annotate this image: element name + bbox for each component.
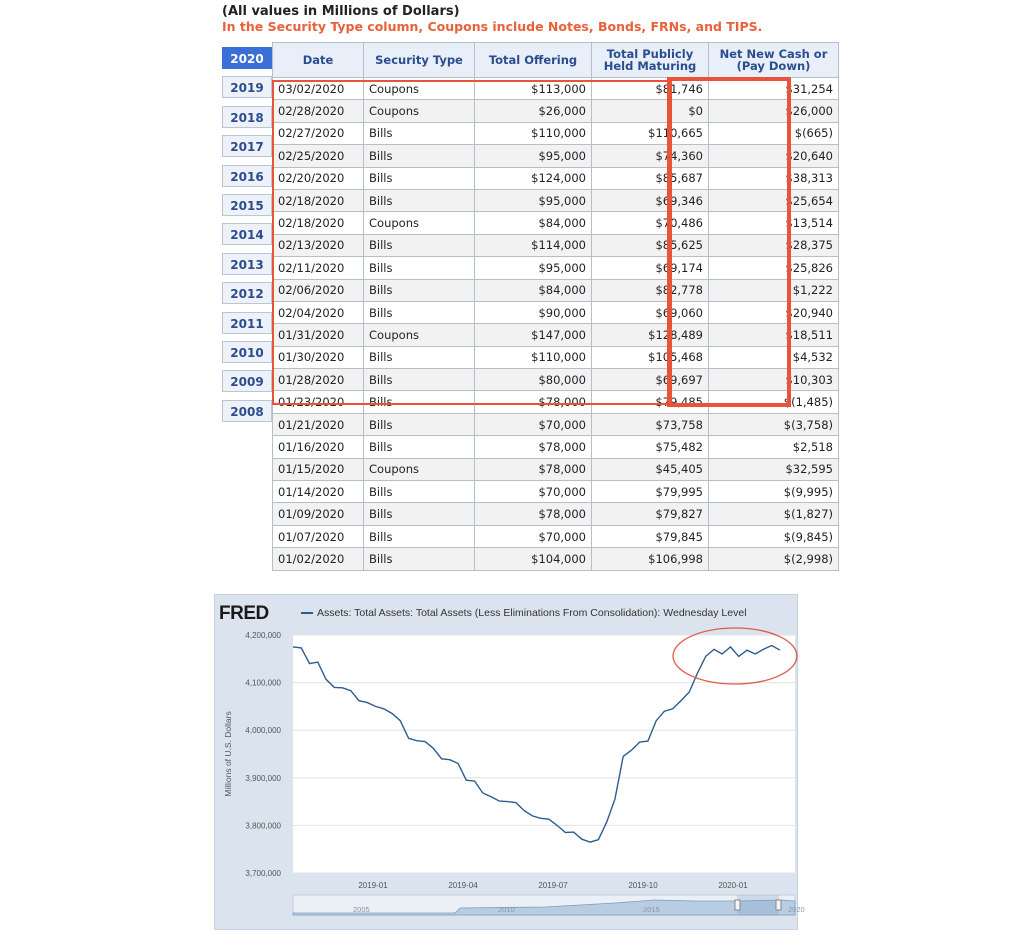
- cell-maturing: $79,485: [592, 391, 709, 413]
- cell-date: 01/15/2020: [273, 458, 364, 480]
- cell-security-type: Bills: [364, 301, 475, 323]
- cell-security-type: Bills: [364, 436, 475, 458]
- cell-date: 01/07/2020: [273, 525, 364, 547]
- cell-security-type: Coupons: [364, 212, 475, 234]
- cell-date: 01/31/2020: [273, 324, 364, 346]
- cell-date: 02/27/2020: [273, 122, 364, 144]
- cell-total-offering: $84,000: [475, 212, 592, 234]
- cell-total-offering: $95,000: [475, 257, 592, 279]
- line-chart: [215, 595, 805, 931]
- x-tick-label: 2019-04: [448, 881, 478, 890]
- y-tick-label: 3,700,000: [245, 869, 281, 878]
- cell-date: 01/23/2020: [273, 391, 364, 413]
- year-tab-2017[interactable]: 2017: [222, 135, 272, 157]
- cell-total-offering: $70,000: [475, 525, 592, 547]
- cell-net-new-cash: $2,518: [709, 436, 839, 458]
- cell-net-new-cash: $32,595: [709, 458, 839, 480]
- cell-security-type: Bills: [364, 189, 475, 211]
- year-tab-2011[interactable]: 2011: [222, 312, 272, 334]
- cell-net-new-cash: $38,313: [709, 167, 839, 189]
- cell-maturing: $82,778: [592, 279, 709, 301]
- cell-security-type: Bills: [364, 503, 475, 525]
- year-tab-2018[interactable]: 2018: [222, 106, 272, 128]
- cell-net-new-cash: $(665): [709, 122, 839, 144]
- cell-total-offering: $84,000: [475, 279, 592, 301]
- cell-maturing: $0: [592, 100, 709, 122]
- cell-total-offering: $110,000: [475, 122, 592, 144]
- cell-maturing: $45,405: [592, 458, 709, 480]
- cell-security-type: Coupons: [364, 100, 475, 122]
- cell-security-type: Bills: [364, 279, 475, 301]
- year-tab-2008[interactable]: 2008: [222, 400, 272, 422]
- fred-logo: FRED: [219, 603, 269, 624]
- cell-total-offering: $95,000: [475, 189, 592, 211]
- cell-date: 02/28/2020: [273, 100, 364, 122]
- cell-total-offering: $90,000: [475, 301, 592, 323]
- cell-total-offering: $124,000: [475, 167, 592, 189]
- cell-net-new-cash: $26,000: [709, 100, 839, 122]
- cell-maturing: $69,060: [592, 301, 709, 323]
- cell-net-new-cash: $18,511: [709, 324, 839, 346]
- cell-maturing: $110,665: [592, 122, 709, 144]
- cell-net-new-cash: $(2,998): [709, 548, 839, 570]
- plot-area: [293, 635, 795, 873]
- cell-total-offering: $113,000: [475, 78, 592, 100]
- cell-maturing: $69,346: [592, 189, 709, 211]
- cell-security-type: Bills: [364, 167, 475, 189]
- fred-chart-panel: [214, 594, 805, 930]
- cell-date: 02/18/2020: [273, 189, 364, 211]
- col-date: Date: [273, 43, 364, 78]
- cell-date: 01/16/2020: [273, 436, 364, 458]
- highlight-rows-box: [272, 80, 672, 405]
- cell-net-new-cash: $(1,485): [709, 391, 839, 413]
- x-tick-label: 2019-10: [628, 881, 658, 890]
- year-tab-2015[interactable]: 2015: [222, 194, 272, 216]
- year-tab-2019[interactable]: 2019: [222, 76, 272, 98]
- cell-total-offering: $147,000: [475, 324, 592, 346]
- cell-net-new-cash: $4,532: [709, 346, 839, 368]
- cell-total-offering: $104,000: [475, 548, 592, 570]
- cell-date: 01/02/2020: [273, 548, 364, 570]
- cell-date: 02/11/2020: [273, 257, 364, 279]
- cell-total-offering: $78,000: [475, 458, 592, 480]
- col-net-new-cash: Net New Cash or (Pay Down): [709, 43, 839, 78]
- cell-maturing: $79,845: [592, 525, 709, 547]
- cell-net-new-cash: $(9,845): [709, 525, 839, 547]
- cell-date: 01/30/2020: [273, 346, 364, 368]
- cell-net-new-cash: $28,375: [709, 234, 839, 256]
- cell-date: 02/20/2020: [273, 167, 364, 189]
- cell-date: 02/25/2020: [273, 145, 364, 167]
- cell-security-type: Bills: [364, 257, 475, 279]
- year-tab-2014[interactable]: 2014: [222, 223, 272, 245]
- cell-date: 01/21/2020: [273, 413, 364, 435]
- year-tab-2020[interactable]: 2020: [222, 47, 272, 69]
- navigator-handle-left: [735, 900, 740, 910]
- col-publicly-held-maturing: Total Publicly Held Maturing: [592, 43, 709, 78]
- cell-maturing: $105,468: [592, 346, 709, 368]
- cell-maturing: $79,995: [592, 481, 709, 503]
- cell-maturing: $106,998: [592, 548, 709, 570]
- x-tick-label: 2020-01: [718, 881, 748, 890]
- cell-net-new-cash: $20,640: [709, 145, 839, 167]
- cell-maturing: $69,174: [592, 257, 709, 279]
- cell-maturing: $79,827: [592, 503, 709, 525]
- cell-security-type: Bills: [364, 346, 475, 368]
- cell-security-type: Bills: [364, 369, 475, 391]
- cell-net-new-cash: $(9,995): [709, 481, 839, 503]
- table-row: [273, 525, 839, 547]
- cell-maturing: $75,482: [592, 436, 709, 458]
- y-tick-label: 3,900,000: [245, 773, 281, 783]
- cell-total-offering: $95,000: [475, 145, 592, 167]
- cell-maturing: $73,758: [592, 413, 709, 435]
- cell-maturing: $85,687: [592, 167, 709, 189]
- y-tick-label: 4,200,000: [245, 631, 281, 640]
- cell-date: 02/04/2020: [273, 301, 364, 323]
- cell-net-new-cash: $10,303: [709, 369, 839, 391]
- navigator-handle-right: [776, 900, 781, 910]
- cell-net-new-cash: $20,940: [709, 301, 839, 323]
- cell-total-offering: $114,000: [475, 234, 592, 256]
- cell-net-new-cash: $31,254: [709, 78, 839, 100]
- navigator-year-label: 2020: [788, 905, 805, 914]
- cell-security-type: Bills: [364, 145, 475, 167]
- cell-security-type: Coupons: [364, 458, 475, 480]
- cell-date: 02/18/2020: [273, 212, 364, 234]
- y-tick-label: 4,100,000: [245, 678, 281, 688]
- cell-total-offering: $70,000: [475, 481, 592, 503]
- navigator-year-label: 2010: [498, 905, 515, 914]
- y-tick-label: 3,800,000: [245, 821, 281, 831]
- col-security-type: Security Type: [364, 43, 475, 78]
- cell-total-offering: $78,000: [475, 436, 592, 458]
- cell-total-offering: $78,000: [475, 503, 592, 525]
- cell-security-type: Bills: [364, 234, 475, 256]
- table-row: [273, 548, 839, 570]
- cell-security-type: Coupons: [364, 324, 475, 346]
- cell-security-type: Bills: [364, 391, 475, 413]
- cell-security-type: Bills: [364, 413, 475, 435]
- navigator-year-label: 2005: [353, 905, 370, 914]
- cell-total-offering: $26,000: [475, 100, 592, 122]
- cell-date: 03/02/2020: [273, 78, 364, 100]
- year-tab-2016[interactable]: 2016: [222, 165, 272, 187]
- cell-security-type: Bills: [364, 525, 475, 547]
- cell-date: 01/14/2020: [273, 481, 364, 503]
- table-row: [273, 413, 839, 435]
- year-tab-2010[interactable]: 2010: [222, 341, 272, 363]
- cell-net-new-cash: $(3,758): [709, 413, 839, 435]
- x-tick-label: 2019-07: [538, 881, 568, 890]
- cell-security-type: Bills: [364, 481, 475, 503]
- year-tab-2013[interactable]: 2013: [222, 253, 272, 275]
- cell-date: 02/06/2020: [273, 279, 364, 301]
- coupons-note: In the Security Type column, Coupons include Notes, Bonds, FRNs, and TIPS.: [222, 19, 763, 34]
- cell-total-offering: $110,000: [475, 346, 592, 368]
- cell-maturing: $85,625: [592, 234, 709, 256]
- cell-net-new-cash: $1,222: [709, 279, 839, 301]
- cell-maturing: $69,697: [592, 369, 709, 391]
- cell-security-type: Coupons: [364, 78, 475, 100]
- navigator-selection: [737, 895, 779, 915]
- table-row: [273, 503, 839, 525]
- table-row: [273, 458, 839, 480]
- cell-total-offering: $70,000: [475, 413, 592, 435]
- year-tabs: [222, 47, 272, 429]
- table-row: [273, 436, 839, 458]
- cell-date: 02/13/2020: [273, 234, 364, 256]
- y-tick-label: 4,000,000: [245, 726, 281, 736]
- cell-net-new-cash: $25,826: [709, 257, 839, 279]
- cell-security-type: Bills: [364, 122, 475, 144]
- cell-maturing: $70,486: [592, 212, 709, 234]
- cell-security-type: Bills: [364, 548, 475, 570]
- cell-net-new-cash: $13,514: [709, 212, 839, 234]
- x-tick-label: 2019-01: [358, 881, 388, 890]
- cell-date: 01/28/2020: [273, 369, 364, 391]
- col-total-offering: Total Offering: [475, 43, 592, 78]
- cell-maturing: $74,360: [592, 145, 709, 167]
- page-header: [222, 4, 762, 34]
- cell-net-new-cash: $25,654: [709, 189, 839, 211]
- cell-net-new-cash: $(1,827): [709, 503, 839, 525]
- legend-label: Assets: Total Assets: Total Assets (Less Eliminations From Consolidation): Wednesday Level: [317, 607, 747, 619]
- cell-total-offering: $78,000: [475, 391, 592, 413]
- cell-date: 01/09/2020: [273, 503, 364, 525]
- cell-maturing: $128,489: [592, 324, 709, 346]
- y-axis-label: Millions of U.S. Dollars: [223, 711, 233, 797]
- year-tab-2012[interactable]: 2012: [222, 282, 272, 304]
- highlight-net-cash-box: [667, 77, 791, 407]
- cell-total-offering: $80,000: [475, 369, 592, 391]
- units-note: (All values in Millions of Dollars): [222, 4, 460, 19]
- table-header-row: [273, 43, 839, 78]
- year-tab-2009[interactable]: 2009: [222, 370, 272, 392]
- cell-maturing: $81,746: [592, 78, 709, 100]
- navigator-year-label: 2015: [643, 905, 660, 914]
- table-row: [273, 481, 839, 503]
